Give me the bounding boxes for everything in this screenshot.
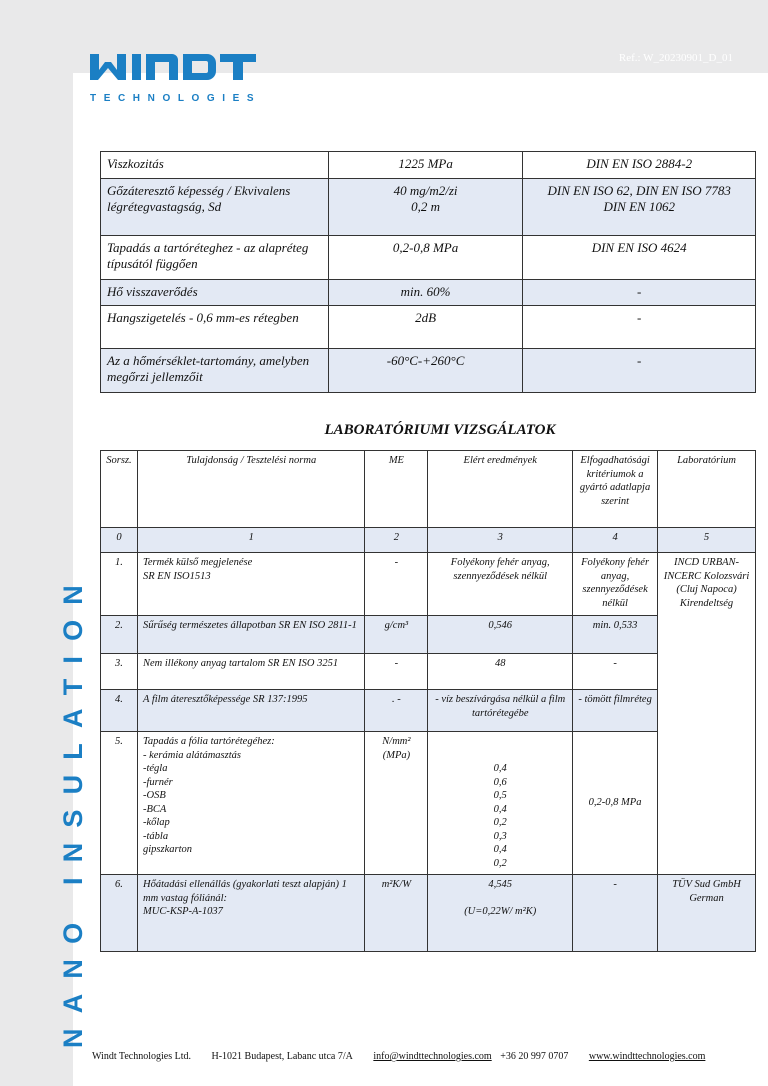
col-header: Tulajdonság / Tesztelési norma	[137, 451, 364, 528]
row-result: 0,4 0,6 0,5 0,4 0,2 0,3 0,4 0,2	[428, 732, 573, 875]
side-vertical-label	[58, 508, 88, 1048]
row-criteria: min. 0,533	[573, 616, 658, 654]
row-unit: -	[365, 654, 428, 690]
row-number: 1.	[101, 553, 138, 616]
table-row	[101, 236, 756, 280]
row-result: 0,546	[428, 616, 573, 654]
table-row	[101, 654, 756, 690]
property-standard: -	[523, 349, 756, 393]
footer-company: Windt Technologies Ltd.	[92, 1051, 191, 1062]
row-number: 2.	[101, 616, 138, 654]
property-standard: DIN EN ISO 4624	[523, 236, 756, 280]
row-number: 3.	[101, 654, 138, 690]
lab-table	[100, 450, 756, 952]
row-result: 48	[428, 654, 573, 690]
lab-index-row	[101, 528, 756, 553]
row-result: - víz beszívárgása nélkül a film tartórétegébe	[428, 690, 573, 732]
reference-number: Ref.: W_20230901_D_01	[618, 52, 733, 64]
table-row	[101, 179, 756, 236]
row-criteria: 0,2-0,8 MPa	[573, 732, 658, 875]
row-criteria: -	[573, 654, 658, 690]
row-criteria: - tömött filmréteg	[573, 690, 658, 732]
col-header: Elért eredmények	[428, 451, 573, 528]
property-standard: DIN EN ISO 2884-2	[523, 152, 756, 179]
property-standard: -	[523, 280, 756, 306]
row-property: Termék külső megjelenése SR EN ISO1513	[137, 553, 364, 616]
row-unit: g/cm³	[365, 616, 428, 654]
row-property: A film áteresztőképessége SR 137:1995	[137, 690, 364, 732]
table-row	[101, 690, 756, 732]
lab-header-row	[101, 451, 756, 528]
property-standard: DIN EN ISO 62, DIN EN ISO 7783 DIN EN 1062	[523, 179, 756, 236]
property-name: Viszkozitás	[101, 152, 329, 179]
row-criteria: -	[573, 875, 658, 952]
row-property: Sűrűség természetes állapotban SR EN ISO 2811-1	[137, 616, 364, 654]
index-cell: 0	[101, 528, 138, 553]
table-row	[101, 616, 756, 654]
row-result: Folyékony fehér anyag, szennyeződések nélkül	[428, 553, 573, 616]
row-property: Nem illékony anyag tartalom SR EN ISO 3251	[137, 654, 364, 690]
property-name: Tapadás a tartóréteghez - az alapréteg típusától függően	[101, 236, 329, 280]
footer-website-link[interactable]: www.windttechnologies.com	[588, 1051, 706, 1062]
index-cell: 5	[658, 528, 756, 553]
table-row	[101, 875, 756, 952]
row-number: 5.	[101, 732, 138, 875]
table-row	[101, 280, 756, 306]
property-value: 40 mg/m2/zi 0,2 m	[328, 179, 523, 236]
row-result: 4,545 (U=0,22W/ m²K)	[428, 875, 573, 952]
table-row	[101, 732, 756, 875]
col-header: Elfogadhatósági kritériumok a gyártó adatlapja szerint	[573, 451, 658, 528]
footer-address: H-1021 Budapest, Labanc utca 7/A	[211, 1051, 353, 1062]
property-standard: -	[523, 306, 756, 349]
row-unit: . -	[365, 690, 428, 732]
row-property: Tapadás a fólia tartórétegéhez: - kerámia alátámasztás -tégla -furnér -OSB -BCA -kőlap -tábla gipszkarton	[137, 732, 364, 875]
property-name: Hangszigetelés - 0,6 mm-es rétegben	[101, 306, 329, 349]
table-row	[101, 553, 756, 616]
footer	[92, 1051, 723, 1062]
table-row	[101, 306, 756, 349]
property-name: Hő visszaverődés	[101, 280, 329, 306]
index-cell: 3	[428, 528, 573, 553]
row-laboratory: INCD URBAN-INCERC Kolozsvári (Cluj Napoca) Kirendeltség	[658, 553, 756, 875]
lab-section-title: LABORATÓRIUMI VIZSGÁLATOK	[324, 422, 556, 438]
property-value: min. 60%	[328, 280, 523, 306]
table-row	[101, 349, 756, 393]
row-number: 4.	[101, 690, 138, 732]
table-row	[101, 152, 756, 179]
property-name: Az a hőmérséklet-tartomány, amelyben megőrzi jellemzőit	[101, 349, 329, 393]
col-header: Laboratórium	[658, 451, 756, 528]
property-value: 1225 MPa	[328, 152, 523, 179]
property-value: 2dB	[328, 306, 523, 349]
index-cell: 4	[573, 528, 658, 553]
property-value: 0,2-0,8 MPa	[328, 236, 523, 280]
row-number: 6.	[101, 875, 138, 952]
side-text: NANO INSULATION	[58, 570, 88, 1048]
row-property: Hőátadási ellenállás (gyakorlati teszt alapján) 1 mm vastag fóliánál: MUC-KSP-A-1037	[137, 875, 364, 952]
logo-subtitle: TECHNOLOGIES	[90, 93, 262, 104]
row-unit: N/mm² (MPa)	[365, 732, 428, 875]
index-cell: 1	[137, 528, 364, 553]
col-header: ME	[365, 451, 428, 528]
row-criteria: Folyékony fehér anyag, szennyeződések nélkül	[573, 553, 658, 616]
col-header: Sorsz.	[101, 451, 138, 528]
properties-table	[100, 151, 756, 393]
property-name: Gőzáteresztő képesség / Ekvivalens légrétegvastagság, Sd	[101, 179, 329, 236]
footer-phone: +36 20 997 0707	[500, 1051, 569, 1062]
row-unit: -	[365, 553, 428, 616]
footer-email-link[interactable]: info@windttechnologies.com	[373, 1051, 492, 1062]
row-unit: m²K/W	[365, 875, 428, 952]
index-cell: 2	[365, 528, 428, 553]
property-value: -60°C-+260°C	[328, 349, 523, 393]
row-laboratory: TÜV Sud GmbH German	[658, 875, 756, 952]
